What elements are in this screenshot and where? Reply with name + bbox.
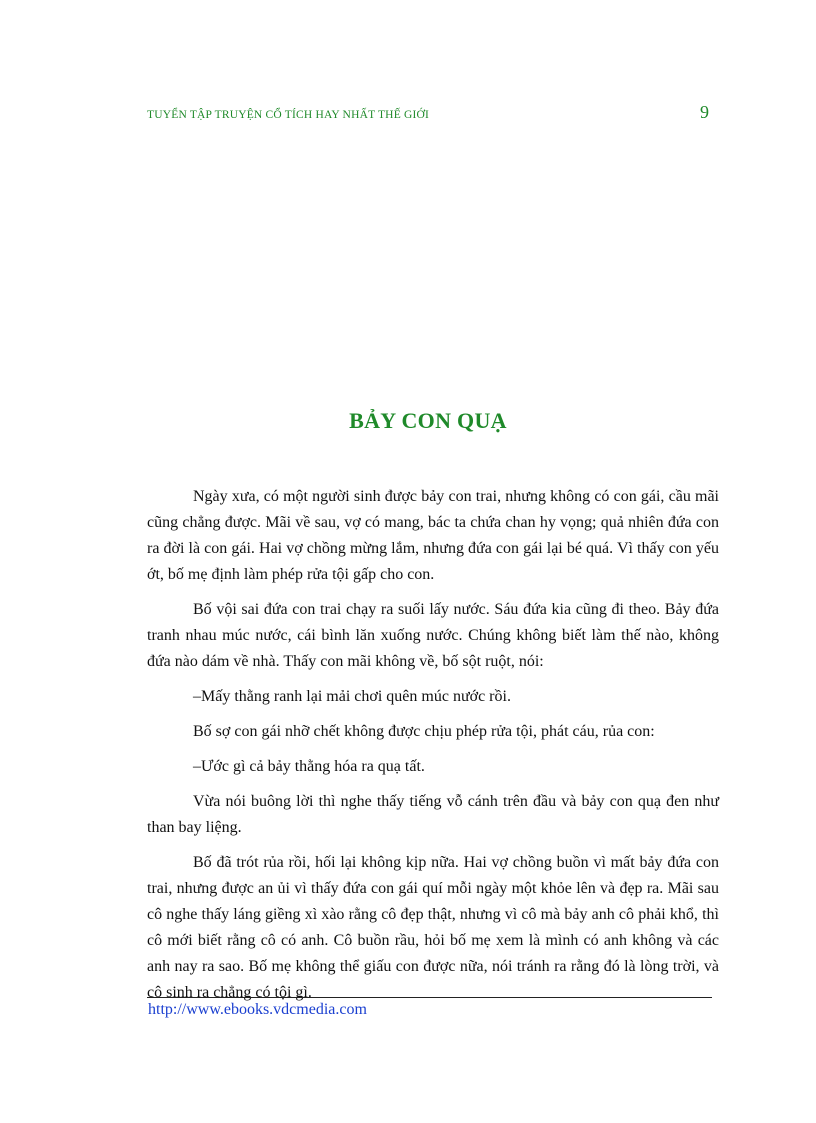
story-body: [147, 484, 719, 1015]
paragraph: Bố đã trót rủa rồi, hối lại không kịp nữa. Hai vợ chồng buồn vì mất bảy đứa con trai, nhưng được an ủi vì thấy đứa con gái quí mỗi ngày một khỏe lên và đẹp ra. Mãi sau cô nghe thấy láng giềng xì xào rằng cô đẹp thật, nhưng vì cô mà bảy anh cô phải khổ, thì cô mới biết rằng cô có anh. Cô buồn rầu, hỏi bố mẹ xem là mình có anh không và các anh nay ra sao. Bố mẹ không thể giấu con được nữa, nói tránh ra rằng đó là lòng trời, và cô sinh ra chẳng có tội gì.: [147, 854, 719, 1001]
book-title: TUYỂN TẬP TRUYỆN CỔ TÍCH HAY NHẤT THẾ GIỚI: [147, 109, 430, 121]
paragraph: Bố sợ con gái nhỡ chết không được chịu phép rửa tội, phát cáu, rủa con:: [193, 723, 655, 740]
page-number: 9: [700, 102, 709, 122]
footer-website-link[interactable]: http://www.ebooks.vdcmedia.com: [148, 1001, 367, 1018]
story-title: BẢY CON QUẠ: [349, 408, 507, 433]
paragraph: Bố vội sai đứa con trai chạy ra suối lấy nước. Sáu đứa kia cũng đi theo. Bảy đứa tranh nhau múc nước, cái bình lăn xuống nước. Chúng không biết làm thế nào, không đứa nào dám về nhà. Thấy con mãi không về, bố sột ruột, nói:: [147, 601, 719, 670]
running-header: [147, 102, 709, 126]
paragraph: Vừa nói buông lời thì nghe thấy tiếng vỗ cánh trên đầu và bảy con quạ đen như than bay liệng.: [147, 793, 719, 836]
dialogue-line: –Mấy thằng ranh lại mải chơi quên múc nước rồi.: [193, 688, 511, 705]
paragraph: Ngày xưa, có một người sinh được bảy con trai, nhưng không có con gái, cầu mãi cũng chẳng được. Mãi về sau, vợ có mang, bác ta chứa chan hy vọng; quả nhiên đứa con ra đời là con gái. Hai vợ chồng mừng lắm, nhưng đứa con gái lại bé quá. Vì thấy con yếu ớt, bố mẹ định làm phép rửa tội gấp cho con.: [147, 488, 719, 583]
dialogue-line: –Ước gì cả bảy thằng hóa ra quạ tất.: [193, 758, 425, 775]
footer-divider: [147, 997, 712, 998]
